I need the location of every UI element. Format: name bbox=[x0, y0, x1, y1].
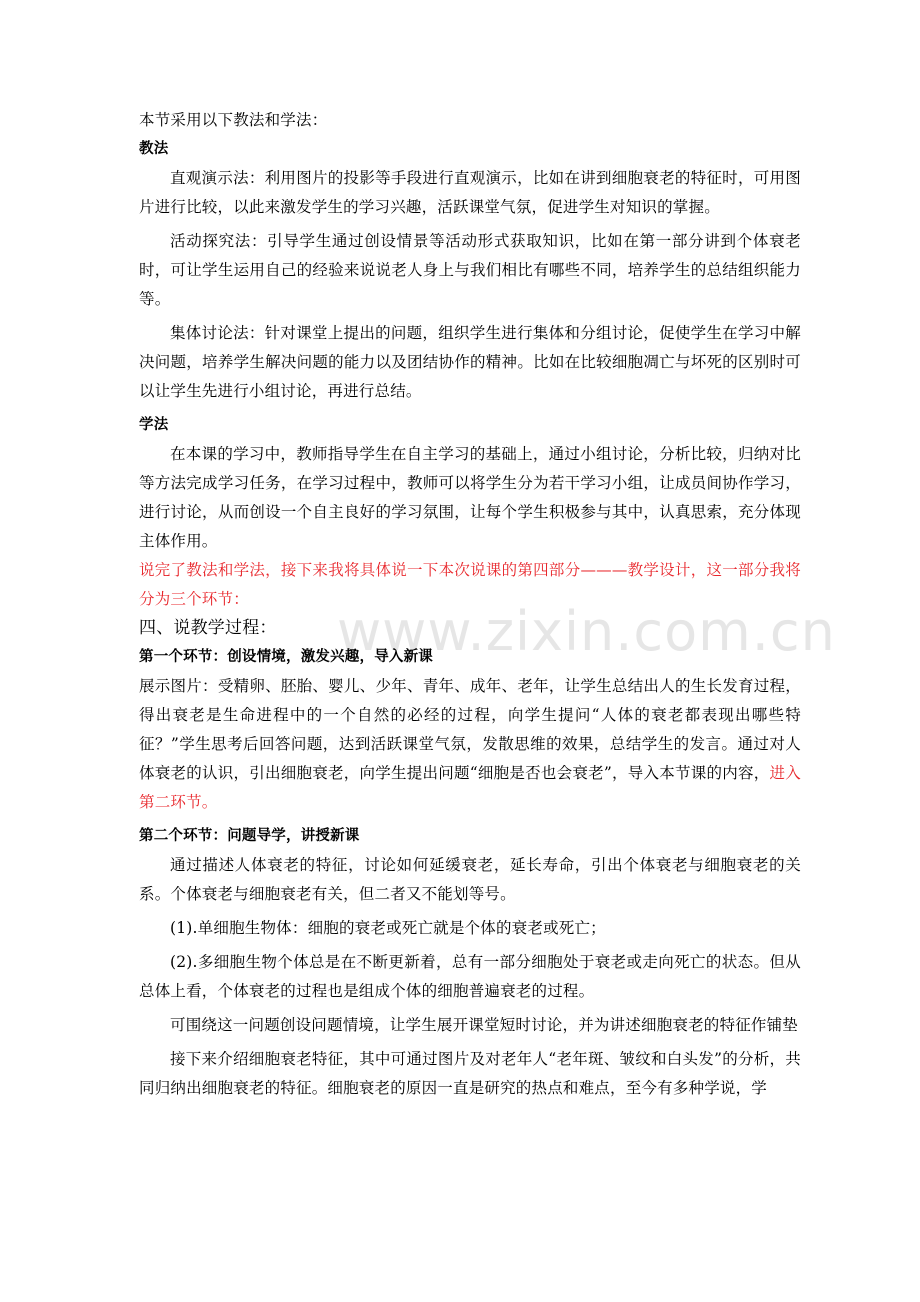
paragraph-step-one bbox=[139, 672, 801, 817]
paragraph-aging-features: 接下来介绍细胞衰老特征，其中可通过图片及对老年人“老年斑、皱纹和白头发”的分析，共同归纳出细胞衰老的特征。细胞衰老的原因一直是研究的热点和难点，至今有多种学说，学 bbox=[139, 1050, 801, 1097]
paragraph-discussion-method: 集体讨论法：针对课堂上提出的问题，组织学生进行集体和分组讨论，促使学生在学习中解决问题，培养学生解决问题的能力以及团结协作的精神。比如在比较细胞凋亡与坏死的区别时可以让学生先进行小组讨论，再进行总结。 bbox=[139, 324, 801, 400]
paragraph-learning-method: 在本课的学习中，教师指导学生在自主学习的基础上，通过小组讨论，分析比较，归纳对比等方法完成学习任务，在学习过程中，教师可以将学生分为若干学习小组，让成员间协作学习，进行讨论，从而创设一个自主良好的学习氛围，让每个学生积极参与其中，认真思索，充分体现主体作用。 bbox=[139, 445, 801, 550]
heading-section-four: 四、说教学过程： bbox=[139, 618, 277, 638]
paragraph-demonstration-method: 直观演示法：利用图片的投影等手段进行直观演示，比如在讲到细胞衰老的特征时，可用图片进行比较，以此来激发学生的学习兴趣，活跃课堂气氛，促进学生对知识的掌握。 bbox=[139, 169, 801, 216]
heading-teaching-methods: 教法 bbox=[139, 141, 169, 157]
paragraph-step-two-intro: 通过描述人体衰老的特征，讨论如何延缓衰老，延长寿命，引出个体衰老与细胞衰老的关系。个体衰老与细胞衰老有关，但二者又不能划等号。 bbox=[139, 856, 801, 903]
paragraph-activity-method: 活动探究法：引导学生通过创设情景等活动形式获取知识，比如在第一部分讲到个体衰老时，可让学生运用自己的经验来说说老人身上与我们相比有哪些不同，培养学生的总结组织能力等。 bbox=[139, 232, 801, 308]
paragraph-multi-cell: (2).多细胞生物个体总是在不断更新着，总有一部分细胞处于衰老或走向死亡的状态。但从总体上看，个体衰老的过程也是组成个体的细胞普遍衰老的过程。 bbox=[139, 953, 801, 1000]
step-one-red-text: 进入第二环节。 bbox=[139, 764, 801, 811]
document-body bbox=[139, 106, 801, 1103]
paragraph-discussion-setup: 可围绕这一问题创设问题情境，让学生展开课堂短时讨论，并为讲述细胞衰老的特征作铺垫 bbox=[170, 1016, 799, 1034]
paragraph-single-cell: (1).单细胞生物体：细胞的衰老或死亡就是个体的衰老或死亡； bbox=[170, 919, 606, 937]
heading-step-one: 第一个环节：创设情境，激发兴趣，导入新课 bbox=[139, 649, 433, 665]
transition-text-red: 说完了教法和学法，接下来我将具体说一下本次说课的第四部分———教学设计，这一部分我将分为三个环节： bbox=[139, 561, 801, 608]
intro-line: 本节采用以下教法和学法： bbox=[139, 111, 328, 129]
watermark-text: www.zixin.com.cn bbox=[337, 600, 836, 663]
heading-learning-methods: 学法 bbox=[139, 417, 169, 433]
heading-step-two: 第二个环节：问题导学，讲授新课 bbox=[139, 828, 360, 844]
step-one-text: 展示图片：受精卵、胚胎、婴儿、少年、青年、成年、老年，让学生总结出人的生长发育过程，得出衰老是生命进程中的一个自然的必经的过程，向学生提问“人体的衰老都表现出哪些特征？”学生思考后回答问题，达到活跃课堂气氛，发散思维的效果，总结学生的发言。通过对人体衰老的认识，引出细胞衰老，向学生提出问题“细胞是否也会衰老”，导入本节课的内容， bbox=[139, 677, 801, 782]
